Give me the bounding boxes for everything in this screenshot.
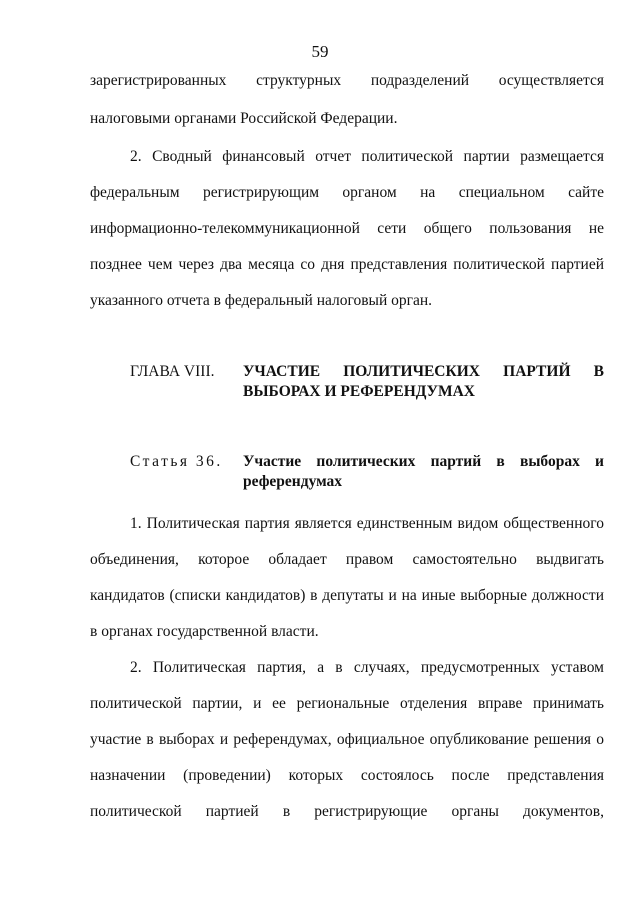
article-title: референдумах: [243, 473, 343, 490]
paragraph-line: федеральным регистрирующим органом на специальном сайте: [90, 184, 604, 201]
paragraph-line: позднее чем через два месяца со дня представления политической партией: [90, 256, 604, 273]
paragraph-line: в органах государственной власти.: [90, 623, 319, 640]
paragraph-line: объединения, которое обладает правом самостоятельно выдвигать: [90, 551, 604, 568]
paragraph-line: кандидатов (списки кандидатов) в депутаты и на иные выборные должности: [90, 587, 604, 604]
paragraph-line: участие в выборах и референдумах, официальное опубликование решения о: [90, 731, 604, 748]
paragraph-line: 2. Сводный финансовый отчет политической партии размещается: [130, 148, 604, 165]
paragraph-line: указанного отчета в федеральный налоговый орган.: [90, 292, 433, 309]
article-label: Статья 36.: [130, 453, 223, 470]
chapter-label: ГЛАВА VIII.: [130, 363, 215, 380]
paragraph-line: налоговыми органами Российской Федерации.: [90, 110, 398, 127]
chapter-title: ВЫБОРАХ И РЕФЕРЕНДУМАХ: [243, 383, 476, 400]
paragraph-line: информационно-телекоммуникационной сети общего пользования не: [90, 220, 604, 237]
paragraph-line: 1. Политическая партия является единственным видом общественного: [130, 515, 604, 532]
paragraph-line: политической партии, и ее региональные отделения вправе принимать: [90, 695, 604, 712]
page-number: 59: [311, 42, 329, 61]
paragraph-line: 2. Политическая партия, а в случаях, предусмотренных уставом: [130, 659, 604, 676]
paragraph-line: назначении (проведении) которых состоялось после представления: [90, 767, 604, 784]
article-title: Участие политических партий в выборах и: [243, 453, 604, 470]
paragraph-line: зарегистрированных структурных подразделений осуществляется: [90, 72, 604, 89]
paragraph-line: политической партией в регистрирующие органы документов,: [90, 803, 604, 820]
chapter-title: УЧАСТИЕ ПОЛИТИЧЕСКИХ ПАРТИЙ В: [243, 363, 604, 380]
